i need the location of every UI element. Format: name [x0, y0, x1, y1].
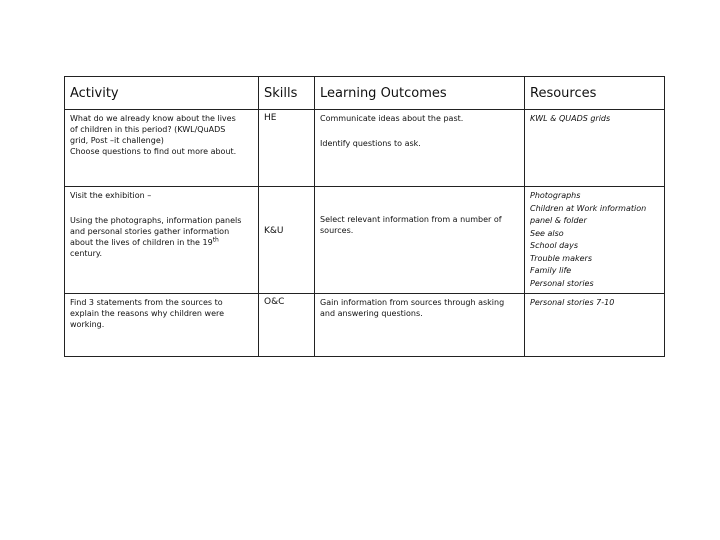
table-row	[65, 294, 665, 357]
resources-cell: Personal stories 7-10	[525, 294, 665, 357]
resource-item: Personal stories	[530, 278, 594, 288]
activity-line: and personal stories gather information	[70, 227, 230, 236]
activity-line: about the lives of children in the 19th	[70, 236, 219, 247]
table-row	[65, 110, 665, 187]
outcome-line: and answering questions.	[320, 309, 423, 318]
activity-line: grid, Post –it challenge)	[70, 136, 164, 145]
outcomes-cell	[315, 187, 525, 294]
resources-cell: KWL & QUADS grids	[525, 110, 665, 187]
resource-item: See also	[530, 228, 564, 238]
activity-line: explain the reasons why children were	[70, 309, 225, 318]
outcome-line: Select relevant information from a number of	[320, 215, 502, 224]
resources-cell	[525, 187, 665, 294]
skills-cell: HE	[259, 110, 315, 187]
activity-heading: Visit the exhibition –	[70, 191, 152, 200]
skills-cell	[259, 187, 315, 294]
outcome-line: Communicate ideas about the past.	[320, 114, 464, 123]
activity-line: working.	[70, 320, 105, 329]
activity-line: Find 3 statements from the sources to	[70, 298, 223, 307]
outcome-line: Gain information from sources through asking	[320, 298, 505, 307]
activity-cell	[65, 110, 259, 187]
resource-item: School days	[530, 241, 578, 250]
table-row	[65, 187, 665, 294]
skill-code: K&U	[264, 226, 284, 236]
outcome-line: Identify questions to ask.	[320, 139, 421, 148]
skills-cell: O&C	[259, 294, 315, 357]
resource-item: Trouble makers	[530, 253, 592, 263]
activity-line: of children in this period? (KWL/QuADS	[70, 125, 226, 134]
outcomes-cell	[315, 110, 525, 187]
activity-line: Using the photographs, information panels	[70, 216, 242, 225]
resource-item: Family life	[530, 266, 572, 275]
activity-line: What do we already know about the lives	[70, 114, 236, 123]
header-learning-outcomes: Learning Outcomes	[315, 77, 525, 110]
header-row	[65, 77, 665, 110]
activity-line: century.	[70, 249, 103, 258]
resource-item: panel & folder	[530, 216, 587, 225]
lesson-plan-table	[64, 76, 665, 357]
outcome-line: sources.	[320, 226, 354, 235]
header-activity: Activity	[65, 77, 259, 110]
header-resources: Resources	[525, 77, 665, 110]
resource-item: Children at Work information	[530, 203, 647, 213]
outcomes-cell	[315, 294, 525, 357]
header-skills: Skills	[259, 77, 315, 110]
activity-cell	[65, 294, 259, 357]
resource-item: Photographs	[530, 191, 581, 200]
activity-cell	[65, 187, 259, 294]
activity-line: Choose questions to find out more about.	[70, 147, 237, 156]
